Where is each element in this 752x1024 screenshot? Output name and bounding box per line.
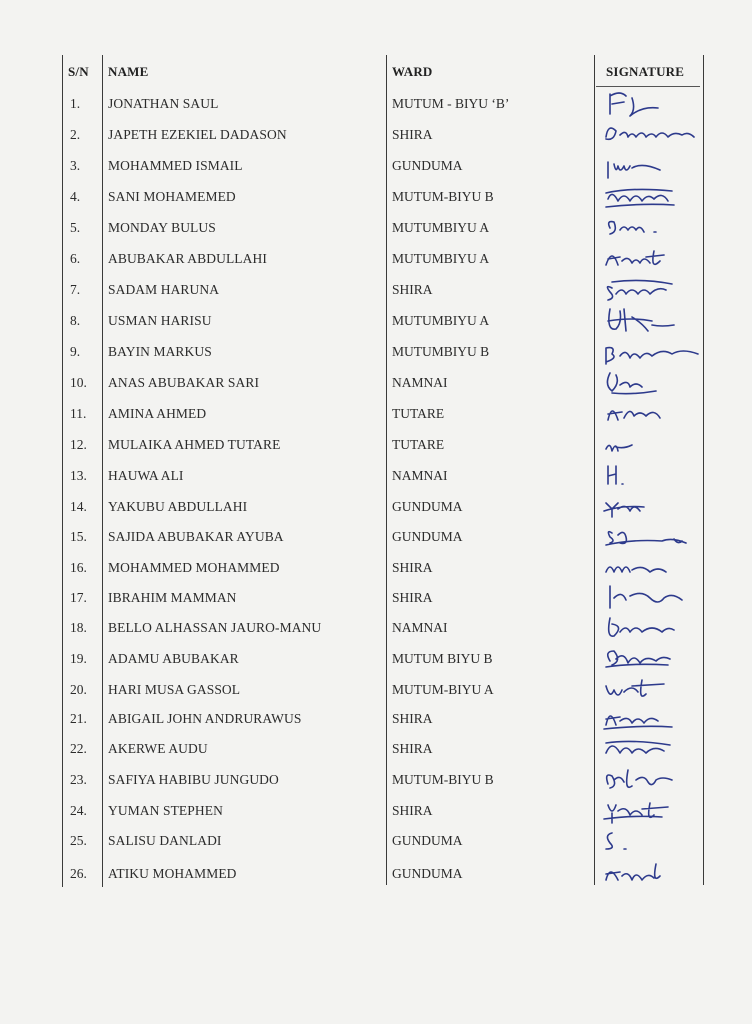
row-serial-number: 16. [70,560,87,575]
row-ward: MUTUM-BIYU B [392,772,494,787]
row-name: MOHAMMED MOHAMMED [108,560,280,575]
signature-s [602,823,702,857]
row-ward: MUTUMBIYU A [392,313,490,328]
row-serial-number: 14. [70,499,87,514]
row-ward: MUTUM-BIYU A [392,682,494,697]
row-serial-number: 25. [70,833,87,848]
row-ward: TUTARE [392,406,445,421]
row-ward: SHIRA [392,560,433,575]
row-ward: MUTUMBIYU B [392,344,490,359]
header-signature: SIGNATURE [606,64,685,79]
row-serial-number: 9. [70,344,81,359]
row-name: JONATHAN SAUL [108,96,219,111]
row-serial-number: 6. [70,251,81,266]
row-serial-number: 5. [70,220,81,235]
row-name: SANI MOHAMEMED [108,189,236,204]
row-name: HAUWA ALI [108,468,184,483]
row-ward: GUNDUMA [392,833,463,848]
signature-anas [602,365,702,399]
row-name: JAPETH EZEKIEL DADASON [108,127,287,142]
row-name: BELLO ALHASSAN JAURO-MANU [108,620,322,635]
row-name: AMINA AHMED [108,406,207,421]
header-ward: WARD [392,64,433,79]
row-ward: NAMNAI [392,375,448,390]
row-name: ABUBAKAR ABDULLAHI [108,251,267,266]
signature-gon [602,210,702,244]
row-serial-number: 2. [70,127,81,142]
row-name: MONDAY BULUS [108,220,216,235]
row-name: YUMAN STEPHEN [108,803,223,818]
row-ward: SHIRA [392,711,433,726]
signature-amf [602,731,702,765]
signature-sajida [602,519,702,553]
row-serial-number: 20. [70,682,87,697]
row-serial-number: 10. [70,375,87,390]
row-name: HARI MUSA GASSOL [108,682,241,697]
row-serial-number: 26. [70,866,87,881]
signature-ima [602,148,702,182]
row-name: SALISU DANLADI [108,833,222,848]
row-name: ATIKU MOHAMMED [108,866,237,881]
row-ward: GUNDUMA [392,866,463,881]
row-ward: MUTUMBIYU A [392,251,490,266]
row-ward: MUTUM BIYU B [392,651,493,666]
row-ward: SHIRA [392,803,433,818]
signature-sadam [602,272,702,306]
signature-bayin [602,334,702,368]
header-name: NAME [108,64,149,79]
row-name: AKERWE AUDU [108,741,208,756]
signature-mmd [602,550,702,584]
signature-amina [602,396,702,430]
signature-amif [602,241,702,275]
table-row [0,866,752,896]
signature-bello [602,610,702,644]
signature-m [602,427,702,461]
row-serial-number: 24. [70,803,87,818]
signature-abigail [602,701,702,735]
row-serial-number: 17. [70,590,87,605]
signature-adamu [602,641,702,675]
row-serial-number: 19. [70,651,87,666]
row-serial-number: 21. [70,711,87,726]
row-ward: MUTUM-BIYU B [392,189,494,204]
row-serial-number: 1. [70,96,81,111]
row-ward: SHIRA [392,741,433,756]
row-name: ADAMU ABUBAKAR [108,651,239,666]
row-ward: SHIRA [392,127,433,142]
signature-yakb [602,489,702,523]
header-sn: S/N [68,64,89,79]
row-serial-number: 13. [70,468,87,483]
row-ward: NAMNAI [392,468,448,483]
signature-uf [602,303,702,337]
signature-atiku [602,856,702,890]
row-ward: MUTUMBIYU A [392,220,490,235]
row-serial-number: 18. [70,620,87,635]
row-name: SAFIYA HABIBU JUNGUDO [108,772,279,787]
row-name: SADAM HARUNA [108,282,220,297]
row-ward: TUTARE [392,437,445,452]
signature-sani [602,179,702,213]
row-serial-number: 7. [70,282,81,297]
row-name: ABIGAIL JOHN ANDRURAWUS [108,711,302,726]
row-ward: GUNDUMA [392,158,463,173]
row-serial-number: 11. [70,406,87,421]
row-serial-number: 3. [70,158,81,173]
row-ward: SHIRA [392,282,433,297]
row-ward: GUNDUMA [392,529,463,544]
row-serial-number: 23. [70,772,87,787]
signature-fj [602,86,702,120]
signature-dadason [602,117,702,151]
row-serial-number: 15. [70,529,87,544]
row-ward: SHIRA [392,590,433,605]
row-name: USMAN HARISU [108,313,212,328]
signature-yuman [602,793,702,827]
row-name: MOHAMMED ISMAIL [108,158,243,173]
row-name: SAJIDA ABUBAKAR AYUBA [108,529,284,544]
row-name: BAYIN MARKUS [108,344,212,359]
signature-ibrahim [602,580,702,614]
signature-h [602,458,702,492]
row-serial-number: 4. [70,189,81,204]
row-ward: GUNDUMA [392,499,463,514]
row-name: YAKUBU ABDULLAHI [108,499,248,514]
signature-safiya [602,762,702,796]
row-ward: MUTUM - BIYU ‘B’ [392,96,510,111]
row-serial-number: 22. [70,741,87,756]
row-serial-number: 12. [70,437,87,452]
row-ward: NAMNAI [392,620,448,635]
row-name: ANAS ABUBAKAR SARI [108,375,260,390]
row-name: MULAIKA AHMED TUTARE [108,437,281,452]
row-serial-number: 8. [70,313,81,328]
row-name: IBRAHIM MAMMAN [108,590,237,605]
